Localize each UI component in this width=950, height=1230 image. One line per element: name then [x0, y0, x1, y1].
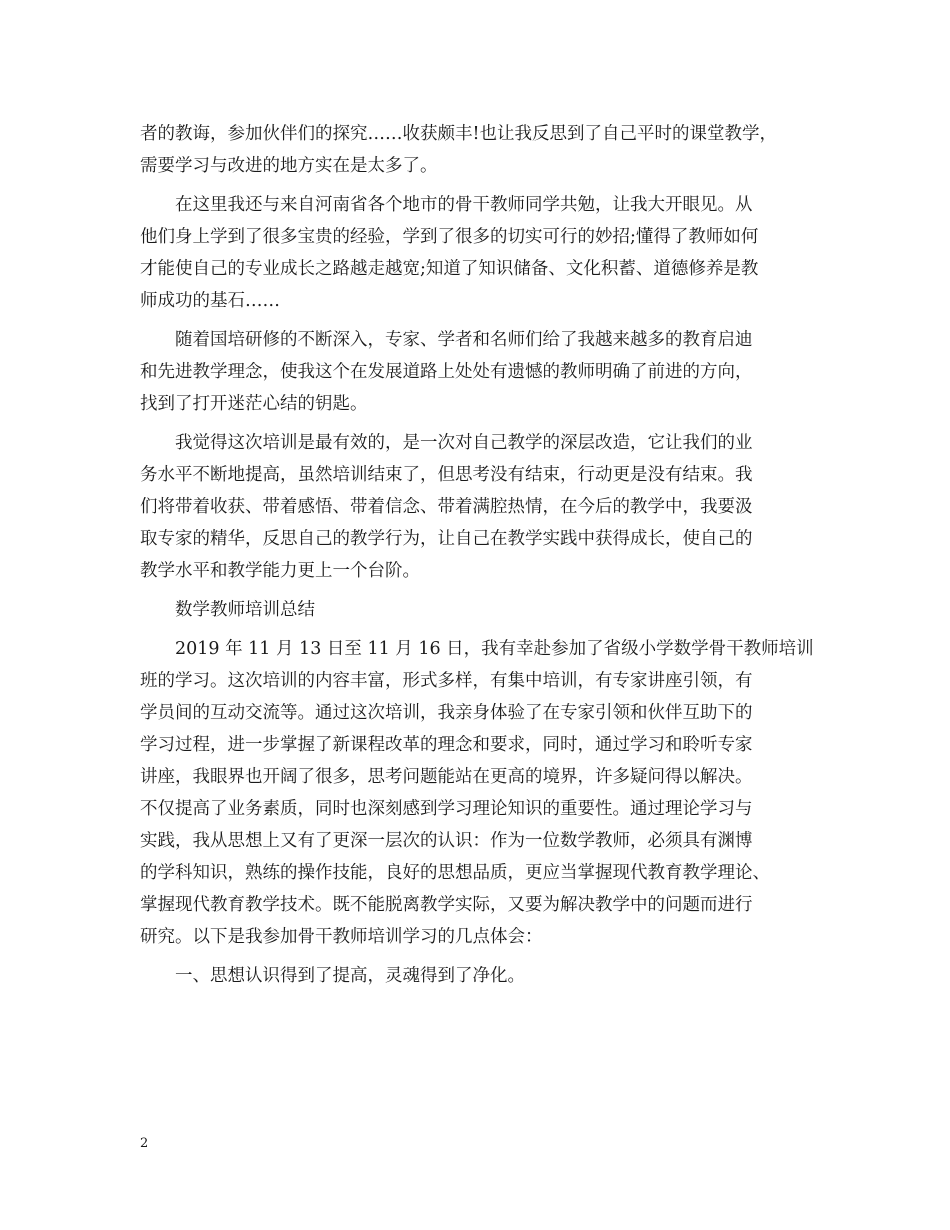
text-line: 一、思想认识得到了提高，灵魂得到了净化。: [140, 966, 525, 986]
text-line: 和先进教学理念，使我这个在发展道路上处处有遗憾的教师明确了前进的方向，: [140, 362, 753, 382]
text-line: 他们身上学到了很多宝贵的经验，学到了很多的切实可行的妙招;懂得了教师如何: [140, 227, 759, 247]
text-line: 在这里我还与来自河南省各个地市的骨干教师同学共勉，让我大开眼见。从: [140, 195, 753, 215]
text-line: 师成功的基石……: [140, 291, 280, 311]
text-line: 掌握现代教育教学技术。既不能脱离教学实际，又要为解决教学中的问题而进行: [140, 895, 753, 915]
text-line: 讲座，我眼界也开阔了很多，思考问题能站在更高的境界，许多疑问得以解决。: [140, 767, 753, 787]
text-line: 务水平不断地提高，虽然培训结束了，但思考没有结束，行动更是没有结束。我: [140, 465, 753, 485]
text-line: 2019 年 11 月 13 日至 11 月 16 日，我有幸赴参加了省级小学数学骨干教师培训: [140, 639, 814, 659]
text-line: 教学水平和教学能力更上一个台阶。: [140, 561, 420, 581]
text-line: 的学科知识，熟练的操作技能，良好的思想品质，更应当掌握现代教育教学理论、: [140, 863, 770, 883]
text-line: 班的学习。这次培训的内容丰富，形式多样，有集中培训，有专家讲座引领，有: [140, 671, 753, 691]
text-line: 实践，我从思想上又有了更深一层次的认识：作为一位数学教师，必须具有渊博: [140, 831, 753, 851]
page-number: 2: [140, 1136, 149, 1151]
text-line: 才能使自己的专业成长之路越走越宽;知道了知识储备、文化积蓄、道德修养是教: [140, 259, 759, 279]
text-line: 取专家的精华，反思自己的教学行为，让自己在教学实践中获得成长，使自己的: [140, 529, 753, 549]
text-line: 我觉得这次培训是最有效的，是一次对自己教学的深层改造，它让我们的业: [140, 433, 753, 453]
text-line: 学习过程，进一步掌握了新课程改革的理念和要求，同时，通过学习和聆听专家: [140, 735, 753, 755]
text-line: 随着国培研修的不断深入，专家、学者和名师们给了我越来越多的教育启迪: [140, 330, 753, 350]
text-line: 研究。以下是我参加骨干教师培训学习的几点体会：: [140, 927, 543, 947]
text-line: 者的教诲，参加伙伴们的探究……收获颇丰!也让我反思到了自己平时的课堂教学，: [140, 124, 778, 144]
text-line: 学员间的互动交流等。通过这次培训，我亲身体验了在专家引领和伙伴互助下的: [140, 703, 753, 723]
text-line: 数学教师培训总结: [140, 600, 315, 620]
text-line: 们将带着收获、带着感悟、带着信念、带着满腔热情，在今后的教学中，我要汲: [140, 497, 753, 517]
document-body: [140, 118, 820, 992]
text-line: 找到了打开迷茫心结的钥匙。: [140, 394, 368, 414]
text-line: 需要学习与改进的地方实在是太多了。: [140, 156, 438, 176]
text-line: 不仅提高了业务素质，同时也深刻感到学习理论知识的重要性。通过理论学习与: [140, 799, 753, 819]
